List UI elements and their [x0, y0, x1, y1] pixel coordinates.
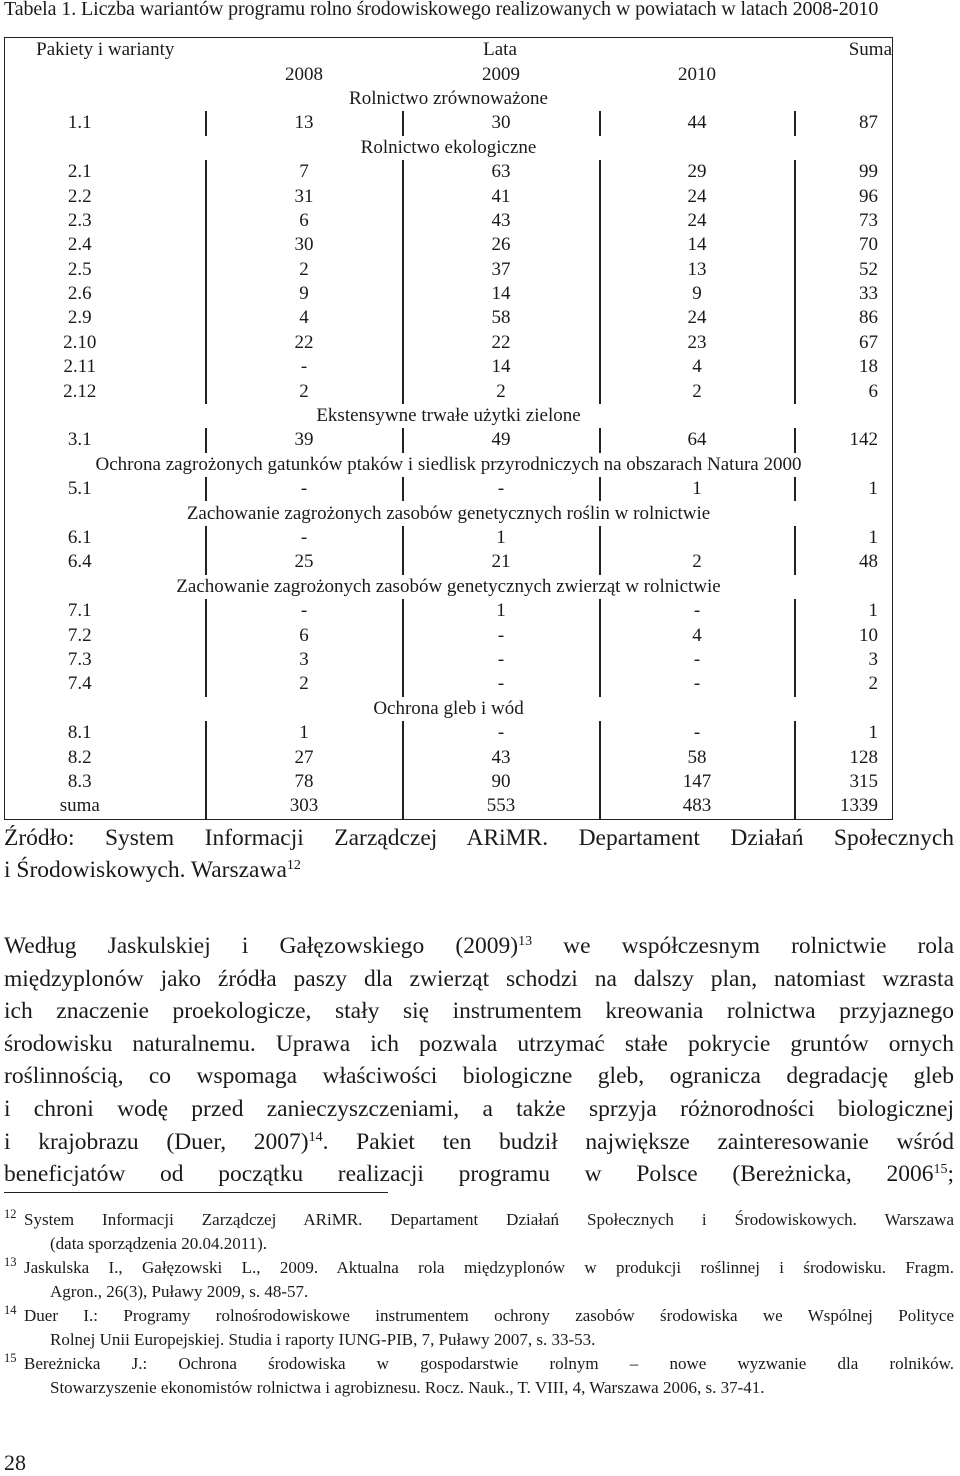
footnote-line: Rolnej Unii Europejskiej. Studia i raporty IUNG-PIB, 7, Puławy 2007, s. 33-53. [50, 1330, 596, 1349]
row-label: 2.10 [5, 331, 206, 355]
cell-year-value: - [206, 477, 403, 501]
table-row [5, 355, 893, 379]
cell-year-value: 30 [403, 111, 600, 135]
row-label: 8.3 [5, 770, 206, 794]
cell-year-value: 1 [600, 477, 795, 501]
section-row [5, 136, 893, 160]
cell-year-value: 26 [403, 233, 600, 257]
row-label: 2.12 [5, 379, 206, 403]
table-row [5, 526, 893, 550]
footnote-line: (data sporządzenia 20.04.2011). [50, 1234, 267, 1253]
cell-year-value: - [403, 623, 600, 647]
row-label: suma [5, 794, 206, 819]
cell-year-value: 31 [206, 184, 403, 208]
table-row [5, 258, 893, 282]
row-label: 8.2 [5, 745, 206, 769]
cell-year-value: 13 [600, 258, 795, 282]
cell-sum: 10 [795, 623, 893, 647]
cell-year-value: 4 [206, 306, 403, 330]
row-label: 7.4 [5, 672, 206, 696]
row-label: 2.4 [5, 233, 206, 257]
table-row [5, 184, 893, 208]
cell-year-value: - [403, 721, 600, 745]
row-label: 2.11 [5, 355, 206, 379]
row-label: 2.1 [5, 160, 206, 184]
cell-year-value: - [206, 526, 403, 550]
cell-year-value: 63 [403, 160, 600, 184]
table-row [5, 331, 893, 355]
row-label: 3.1 [5, 428, 206, 452]
cell-year-value: 4 [600, 623, 795, 647]
table-row [5, 623, 893, 647]
row-label: 6.4 [5, 550, 206, 574]
cell-year-value: 1 [403, 599, 600, 623]
cell-year-value: - [600, 672, 795, 696]
cell-year-value: - [403, 477, 600, 501]
table-row [5, 233, 893, 257]
cell-year-value: 14 [403, 282, 600, 306]
cell-sum: 67 [795, 331, 893, 355]
header-years: Lata [206, 38, 795, 63]
cell-sum: 96 [795, 184, 893, 208]
cell-year-value: - [600, 599, 795, 623]
cell-year-value: 1 [206, 721, 403, 745]
cell-year-value: 1 [403, 526, 600, 550]
cell-sum: 86 [795, 306, 893, 330]
cell-year-value: 37 [403, 258, 600, 282]
cell-year-value: 27 [206, 745, 403, 769]
footnote [4, 1256, 954, 1304]
cell-year-value: 44 [600, 111, 795, 135]
table-row [5, 209, 893, 233]
cell-sum: 99 [795, 160, 893, 184]
cell-sum: 1 [795, 721, 893, 745]
section-row [5, 697, 893, 721]
cell-sum: 1 [795, 477, 893, 501]
header-row-1 [5, 38, 893, 63]
footnote-line: Stowarzyszenie ekonomistów rolnictwa i agrobiznesu. Rocz. Nauk., T. VIII, 4, Warszawa 2006, s. 37-41. [50, 1378, 765, 1397]
cell-year-value [600, 526, 795, 550]
cell-year-value: 41 [403, 184, 600, 208]
cell-year-value: 2 [403, 379, 600, 403]
cell-sum: 3 [795, 648, 893, 672]
cell-year-value: 49 [403, 428, 600, 452]
cell-year-value: 4 [600, 355, 795, 379]
cell-year-value: 2 [600, 379, 795, 403]
cell-year-value: 483 [600, 794, 795, 819]
table-row [5, 794, 893, 819]
section-title: Ochrona zagrożonych gatunków ptaków i siedlisk przyrodniczych na obszarach Natura 2000 [5, 453, 893, 477]
section-title: Zachowanie zagrożonych zasobów genetycznych roślin w rolnictwie [5, 501, 893, 525]
header-year-2008: 2008 [285, 63, 323, 85]
row-label: 2.3 [5, 209, 206, 233]
cell-year-value: 22 [403, 331, 600, 355]
page-number: 28 [4, 1450, 26, 1475]
cell-sum: 1 [795, 599, 893, 623]
cell-sum: 1 [795, 526, 893, 550]
table-row [5, 306, 893, 330]
cell-year-value: 39 [206, 428, 403, 452]
body-paragraph [4, 930, 954, 1191]
cell-year-value: 22 [206, 331, 403, 355]
cell-year-value: 64 [600, 428, 795, 452]
footnote-ref: 15 [933, 1162, 948, 1178]
cell-year-value: 6 [206, 623, 403, 647]
table-row [5, 160, 893, 184]
cell-year-value: - [403, 648, 600, 672]
row-label: 8.1 [5, 721, 206, 745]
data-table-body [5, 38, 893, 820]
table-row [5, 721, 893, 745]
footnote [4, 1304, 954, 1352]
paragraph-line: środowisku naturalnemu. Uprawa ich pozwala utrzymać stałe pokrycie gruntów ornych [4, 1030, 954, 1057]
cell-year-value: 2 [206, 672, 403, 696]
footnotes [4, 1208, 954, 1400]
footnote-line: Bereżnicka J.: Ochrona środowiska w gospodarstwie rolnym – nowe wyzwanie dla rolników. [24, 1354, 954, 1373]
cell-year-value: 7 [206, 160, 403, 184]
footnote-number: 14 [4, 1303, 17, 1317]
table-caption: Tabela 1. Liczba wariantów programu rolno środowiskowego realizowanych w powiatach w latach 2008-2010 [4, 0, 879, 20]
paragraph-line [4, 1158, 954, 1191]
table-row [5, 379, 893, 403]
footnote-ref: 13 [518, 934, 533, 949]
cell-year-value: 6 [206, 209, 403, 233]
table-row [5, 770, 893, 794]
paragraph-line: i chroni wodę przed zanieczyszczeniami, a także sprzyja różnorodności biologicznej [4, 1095, 954, 1122]
cell-sum: 87 [795, 111, 893, 135]
table-row [5, 672, 893, 696]
source-line-2-text: i Środowiskowych. Warszawa [4, 857, 287, 883]
paragraph-line [4, 1126, 954, 1159]
cell-sum: 315 [795, 770, 893, 794]
section-title: Ochrona gleb i wód [5, 697, 893, 721]
cell-year-value: - [403, 672, 600, 696]
row-label: 2.6 [5, 282, 206, 306]
paragraph-line: ich znaczenie proekologicze, stały się instrumentem kreowania rolnictwa przyjaznego [4, 998, 954, 1025]
footnote-number: 12 [4, 1207, 17, 1221]
header-year-2009: 2009 [482, 63, 520, 85]
row-label: 2.2 [5, 184, 206, 208]
cell-year-value: 13 [206, 111, 403, 135]
footnote-separator [4, 1192, 388, 1193]
paragraph-text: . Pakiet ten budził największe zainteresowanie wśród [322, 1128, 954, 1155]
cell-year-value: 58 [403, 306, 600, 330]
cell-sum: 18 [795, 355, 893, 379]
cell-year-value: - [206, 599, 403, 623]
section-title: Zachowanie zagrożonych zasobów genetycznych zwierząt w rolnictwie [5, 575, 893, 599]
paragraph-text: we współczesnym rolnictwie rola [532, 933, 954, 959]
row-label: 5.1 [5, 477, 206, 501]
header-sum: Suma [795, 38, 893, 63]
cell-year-value: - [600, 721, 795, 745]
table-row [5, 477, 893, 501]
footnote-line: Duer I.: Programy rolnośrodowiskowe instrumentem ochrony zasobów środowiska we Wspólnej Polityce [24, 1306, 954, 1325]
cell-sum: 48 [795, 550, 893, 574]
header-packages: Pakiety i warianty [5, 38, 206, 63]
cell-year-value: 147 [600, 770, 795, 794]
source-line-2 [4, 854, 301, 886]
section-row [5, 575, 893, 599]
cell-sum: 128 [795, 745, 893, 769]
table-row [5, 745, 893, 769]
cell-year-value: 90 [403, 770, 600, 794]
source-footnote-ref: 12 [286, 858, 301, 873]
cell-year-value: 58 [600, 745, 795, 769]
footnote-number: 15 [4, 1351, 17, 1365]
cell-year-value: 24 [600, 209, 795, 233]
cell-year-value: 9 [600, 282, 795, 306]
cell-sum: 73 [795, 209, 893, 233]
cell-year-value: 14 [403, 355, 600, 379]
section-row [5, 453, 893, 477]
section-title: Rolnictwo ekologiczne [5, 136, 893, 160]
paragraph-line: międzyplonów jako źródła paszy dla zwierząt schodzi na dalszy plan, natomiast wzrasta [4, 965, 954, 992]
section-title: Rolnictwo zrównoważone [5, 87, 893, 111]
table-row [5, 111, 893, 135]
cell-year-value: - [600, 648, 795, 672]
row-label: 7.2 [5, 623, 206, 647]
cell-sum: 6 [795, 379, 893, 403]
cell-year-value: 9 [206, 282, 403, 306]
footnote-number: 13 [4, 1255, 17, 1269]
footnote-line: Agron., 26(3), Puławy 2009, s. 48-57. [50, 1282, 309, 1301]
table-row [5, 282, 893, 306]
cell-year-value: 25 [206, 550, 403, 574]
cell-year-value: 30 [206, 233, 403, 257]
footnote-line: Jaskulska I., Gałęzowski L., 2009. Aktualna rola międzyplonów w produkcji roślinnej i środowisku. Fragm. [24, 1258, 954, 1277]
cell-year-value: 29 [600, 160, 795, 184]
section-row [5, 404, 893, 428]
paragraph-text: i krajobrazu (Duer, 2007) [4, 1128, 309, 1155]
row-label: 1.1 [5, 111, 206, 135]
row-label: 2.5 [5, 258, 206, 282]
table-row [5, 550, 893, 574]
section-row [5, 87, 893, 111]
cell-year-value: - [206, 355, 403, 379]
paragraph-text: ; [947, 1161, 954, 1188]
footnote-ref: 14 [308, 1129, 323, 1145]
section-row [5, 501, 893, 525]
cell-year-value: 2 [206, 379, 403, 403]
row-label: 7.3 [5, 648, 206, 672]
cell-year-value: 2 [600, 550, 795, 574]
table-row [5, 599, 893, 623]
cell-year-value: 553 [403, 794, 600, 819]
row-label: 6.1 [5, 526, 206, 550]
paragraph-text: beneficjatów od początku realizacji programu w Polsce (Bereżnicka, 2006 [4, 1161, 934, 1188]
paragraph-text: Według Jaskulskiej i Gałęzowskiego (2009) [4, 933, 519, 959]
table-row [5, 428, 893, 452]
cell-year-value: 24 [600, 184, 795, 208]
source-line-1: Źródło: System Informacji Zarządczej ARiMR. Departament Działań Społecznych [4, 825, 954, 851]
cell-year-value: 14 [600, 233, 795, 257]
cell-year-value: 303 [206, 794, 403, 819]
cell-year-value: 43 [403, 745, 600, 769]
footnote-line: System Informacji Zarządczej ARiMR. Departament Działań Społecznych i Środowiskowych. Warszawa [24, 1210, 954, 1229]
row-label: 2.9 [5, 306, 206, 330]
paragraph-line: roślinnością, co wspomaga właściwości biologiczne gleb, ogranicza degradację gleb [4, 1063, 954, 1090]
cell-sum: 2 [795, 672, 893, 696]
cell-sum: 52 [795, 258, 893, 282]
paragraph-line [4, 930, 954, 963]
cell-year-value: 21 [403, 550, 600, 574]
cell-year-value: 23 [600, 331, 795, 355]
header-row-2 [5, 62, 893, 86]
cell-year-value: 2 [206, 258, 403, 282]
cell-year-value: 24 [600, 306, 795, 330]
data-table [4, 37, 893, 820]
row-label: 7.1 [5, 599, 206, 623]
cell-sum: 1339 [795, 794, 893, 819]
section-title: Ekstensywne trwałe użytki zielone [5, 404, 893, 428]
cell-year-value: 43 [403, 209, 600, 233]
footnote [4, 1208, 954, 1256]
cell-year-value: 3 [206, 648, 403, 672]
cell-year-value: 78 [206, 770, 403, 794]
cell-sum: 70 [795, 233, 893, 257]
table-row [5, 648, 893, 672]
cell-sum: 142 [795, 428, 893, 452]
cell-sum: 33 [795, 282, 893, 306]
header-year-2010: 2010 [678, 63, 716, 85]
footnote [4, 1352, 954, 1400]
